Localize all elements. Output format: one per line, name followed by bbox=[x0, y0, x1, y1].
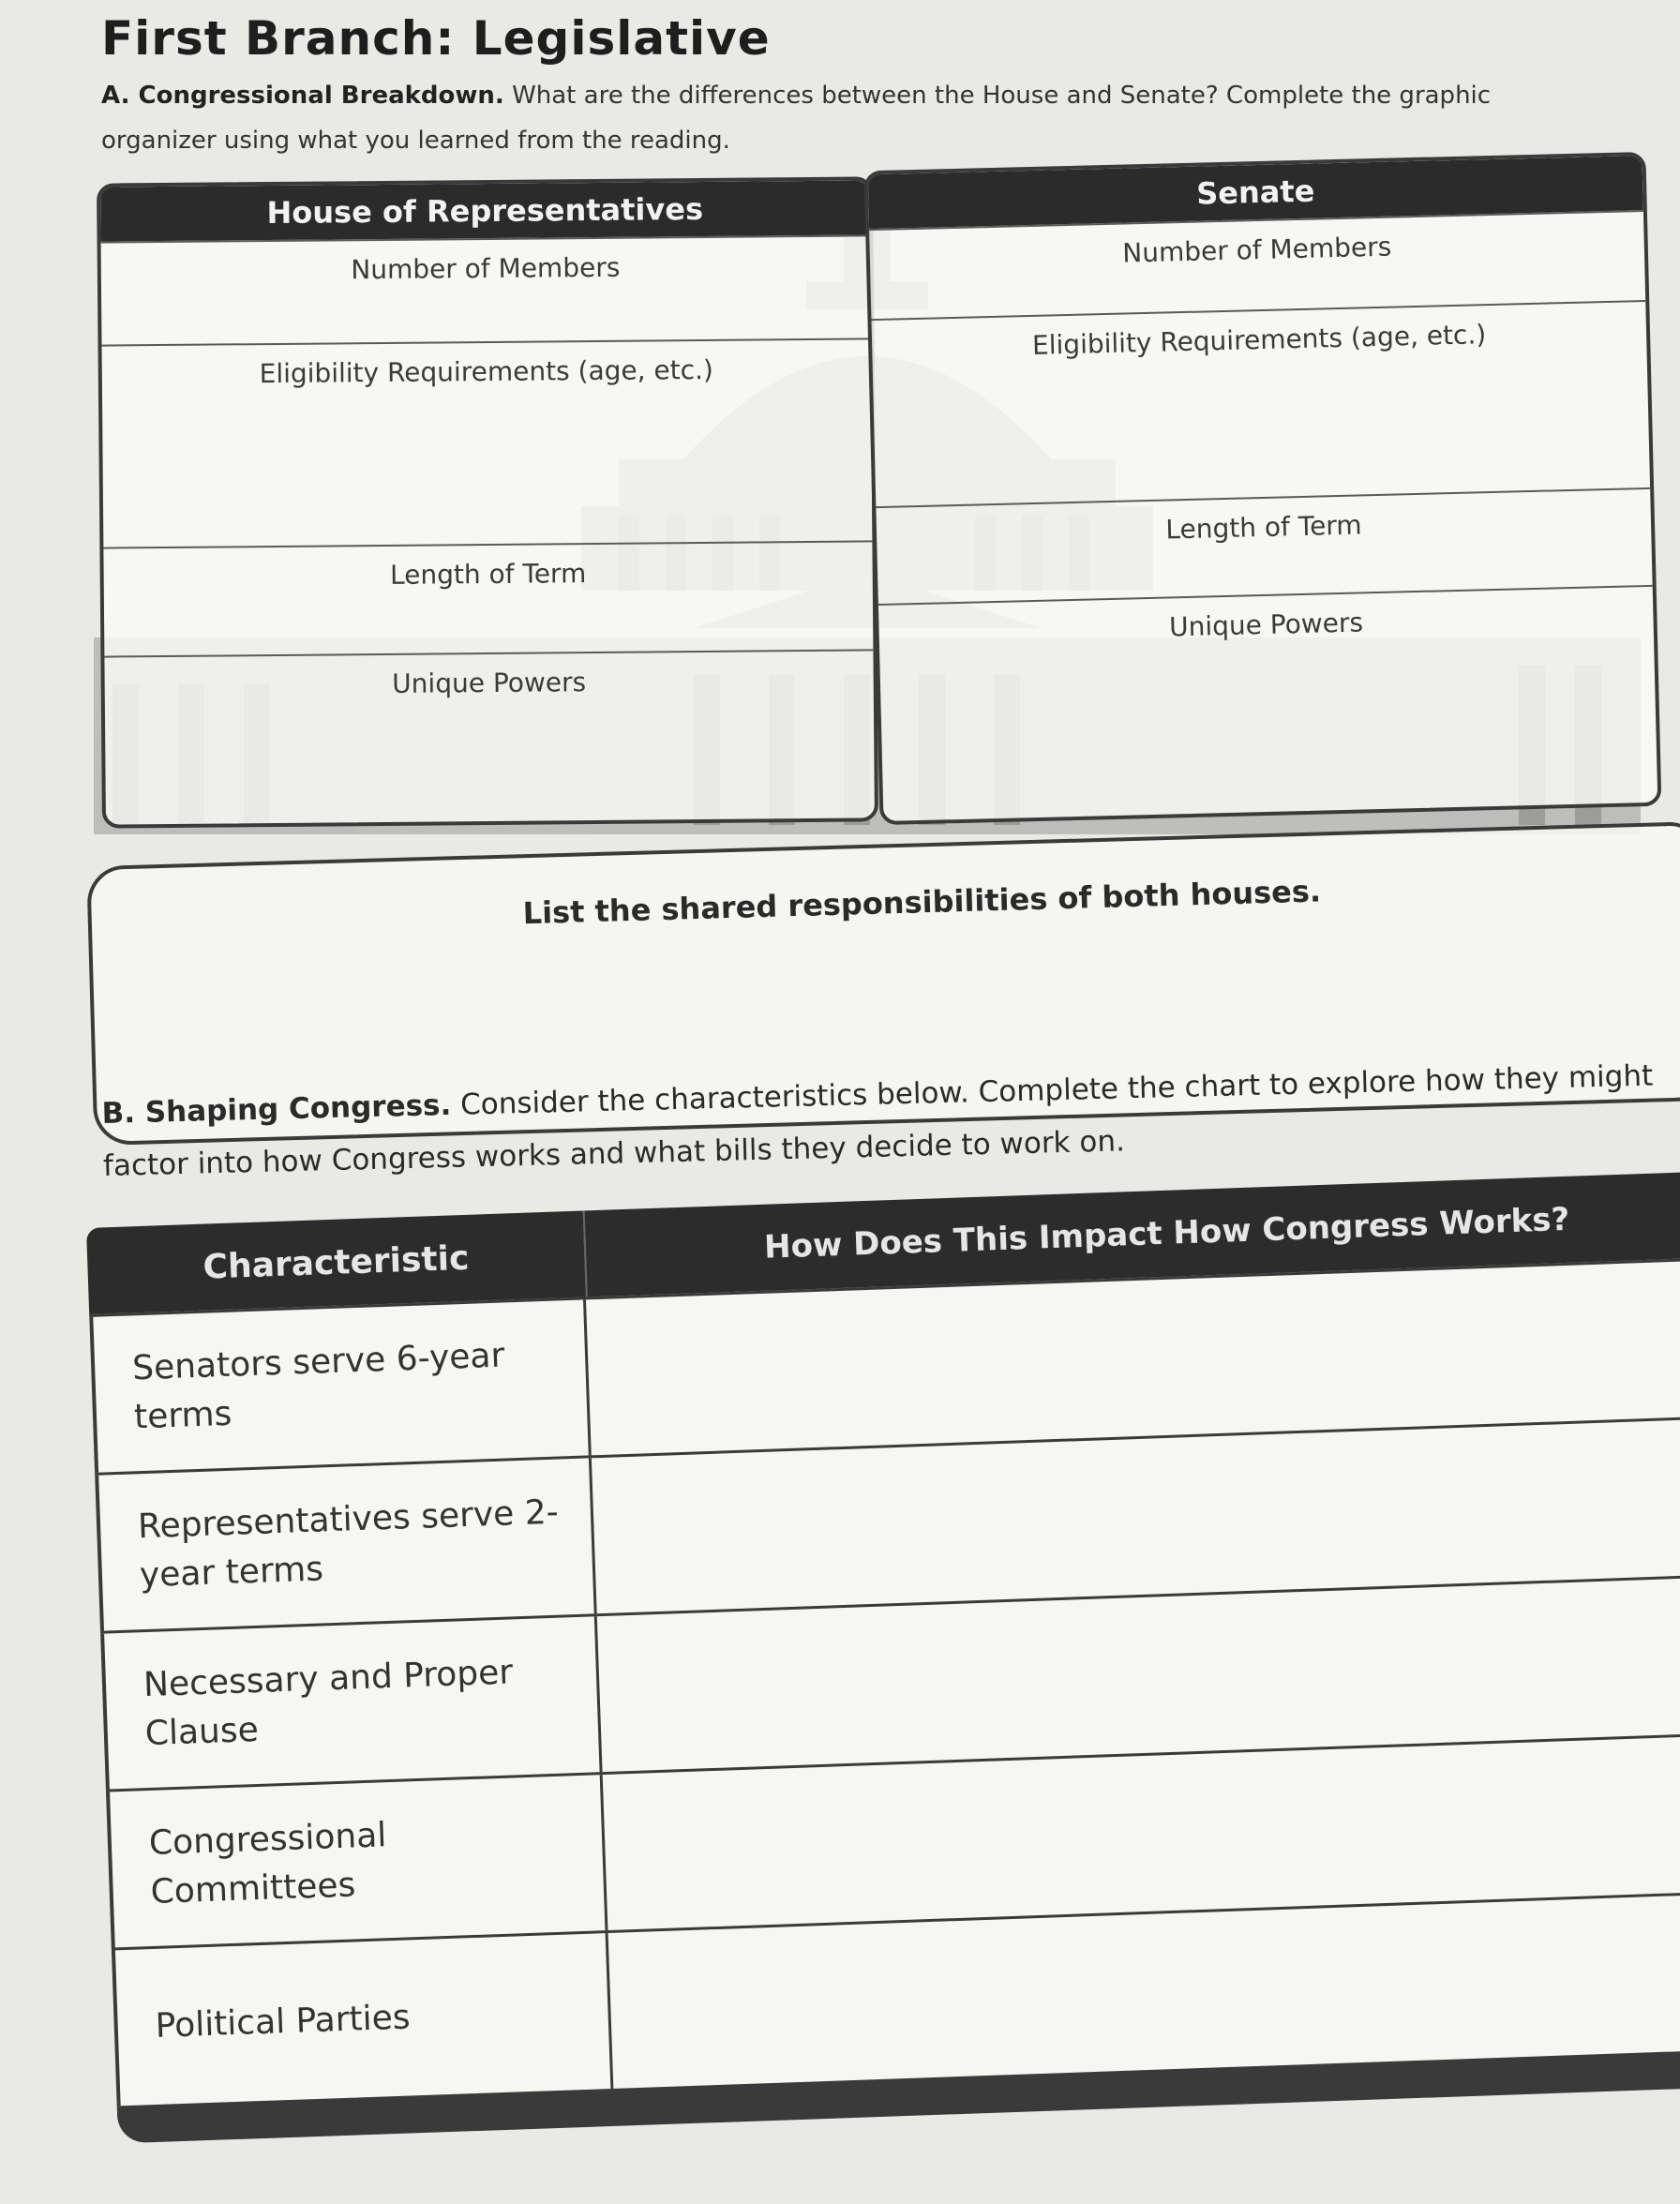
impact-header: How Does This Impact How Congress Works? bbox=[583, 1171, 1680, 1297]
part-b-text: Consider the characteristics below. Complete the chart to explore how they might factor into how Congress works and what bills they decide to work on. bbox=[102, 1058, 1654, 1183]
part-b-label: B. Shaping Congress. bbox=[101, 1087, 452, 1131]
characteristic-cell: Political Parties bbox=[112, 1933, 613, 2106]
senate-term-row[interactable]: Length of Term bbox=[876, 487, 1652, 604]
characteristic-cell: Senators serve 6-year terms bbox=[89, 1299, 591, 1472]
part-a-text: What are the differences between the House and Senate? Complete the graphic organizer using what you learned from the reading. bbox=[101, 82, 1492, 155]
characteristic-cell: Congressional Committees bbox=[106, 1775, 608, 1947]
page-title: First Branch: Legislative bbox=[101, 11, 771, 66]
house-members-row[interactable]: Number of Members bbox=[101, 234, 871, 344]
shared-responsibilities-label: List the shared responsibilities of both houses. bbox=[522, 873, 1322, 932]
senate-powers-row[interactable]: Unique Powers bbox=[878, 585, 1658, 821]
characteristic-cell: Representatives serve 2-year terms bbox=[95, 1458, 596, 1630]
characteristic-cell: Necessary and Proper Clause bbox=[100, 1616, 602, 1789]
senate-eligibility-row[interactable]: Eligibility Requirements (age, etc.) bbox=[871, 300, 1650, 506]
shaping-congress-table bbox=[86, 1171, 1680, 2147]
house-heading: House of Representatives bbox=[100, 180, 869, 241]
characteristic-header: Characteristic bbox=[86, 1211, 586, 1314]
house-organizer bbox=[97, 176, 878, 828]
house-eligibility-row[interactable]: Eligibility Requirements (age, etc.) bbox=[102, 337, 873, 547]
senate-members-row[interactable]: Number of Members bbox=[869, 210, 1645, 319]
part-a-label: A. Congressional Breakdown. bbox=[101, 82, 504, 110]
part-a-instructions bbox=[101, 73, 1508, 163]
house-powers-row[interactable]: Unique Powers bbox=[104, 649, 875, 824]
house-term-row[interactable]: Length of Term bbox=[103, 540, 873, 655]
senate-organizer bbox=[864, 152, 1662, 825]
senate-heading: Senate bbox=[868, 156, 1643, 229]
